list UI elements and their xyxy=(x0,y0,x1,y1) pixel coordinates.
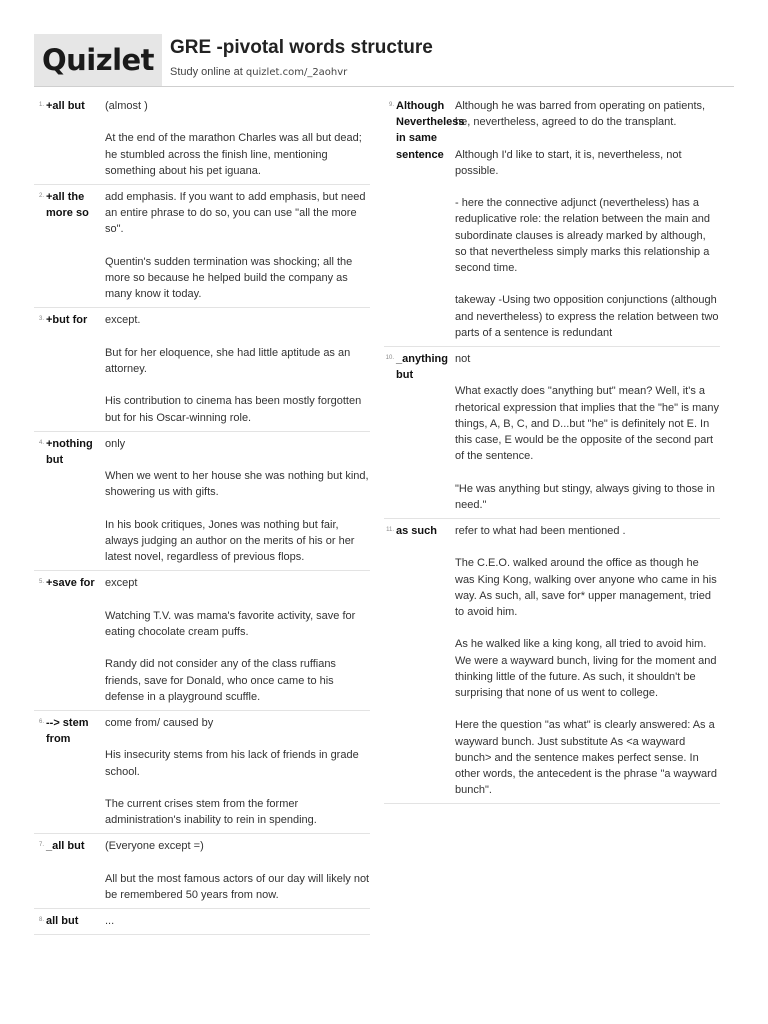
definition-paragraph: Quentin's sudden termination was shocking; all the more so because he helped build the company as many know it today. xyxy=(105,255,353,301)
term-word: +all the more so xyxy=(46,191,89,220)
term-number: 2. xyxy=(38,193,44,199)
definition-paragraph: only xyxy=(105,437,126,450)
term-entry xyxy=(34,308,370,431)
term-number: 11. xyxy=(386,527,394,533)
definition-paragraph: Although I'd like to start, it is, nevertheless, not possible. xyxy=(455,148,682,177)
term-definition xyxy=(105,189,370,302)
term-number: 9. xyxy=(388,102,394,108)
term-number: 1. xyxy=(38,102,44,108)
term-entry xyxy=(34,834,370,909)
term-entry xyxy=(34,711,370,834)
study-online-line xyxy=(170,66,347,78)
term-number: 3. xyxy=(38,316,44,323)
quizlet-logo xyxy=(34,34,162,86)
term-definition xyxy=(105,312,370,425)
term-entry xyxy=(34,571,370,711)
definition-paragraph: When we went to her house she was nothing but kind, showering us with gifts. xyxy=(105,470,369,499)
term-word: +all but xyxy=(46,100,85,112)
definition-paragraph: except. xyxy=(105,314,141,327)
term-definition xyxy=(455,98,720,341)
term-definition xyxy=(105,838,370,903)
term-entry xyxy=(34,432,370,572)
term-definition xyxy=(105,436,370,566)
definition-paragraph: ... xyxy=(105,915,115,928)
term-definition xyxy=(105,98,370,179)
definition-paragraph: At the end of the marathon Charles was all but dead; he stumbled across the finish line, mentioning something about his pet iguana. xyxy=(105,132,362,177)
term-word: all but xyxy=(46,915,79,928)
term-entry xyxy=(34,94,370,185)
term-word: _anything but xyxy=(396,353,448,382)
term-number: 8. xyxy=(38,917,44,924)
term-word: Although Nevertheless in same sentence xyxy=(396,100,465,161)
term-entry xyxy=(34,185,370,308)
term-word: as such xyxy=(396,525,437,537)
term-definition xyxy=(105,715,370,828)
definition-paragraph: Although he was barred from operating on patients, he, nevertheless, agreed to do the transplant. xyxy=(455,100,706,129)
definition-paragraph: (almost ) xyxy=(105,100,148,112)
term-entry xyxy=(34,909,370,935)
definition-paragraph: except xyxy=(105,577,138,590)
term-word: +but for xyxy=(46,314,88,327)
term-definition xyxy=(455,351,720,513)
right-column xyxy=(384,94,720,804)
term-number: 4. xyxy=(38,439,44,446)
definition-paragraph: refer to what had been mentioned . xyxy=(455,525,626,537)
study-prefix: Study online at xyxy=(170,66,246,78)
left-column xyxy=(34,94,370,935)
definition-paragraph: The C.E.O. walked around the office as though he was King Kong, walking over anyone who came in his way. As such, all, save for* upper management, tried to avoid him. xyxy=(455,557,717,618)
term-entry xyxy=(384,347,720,519)
term-entry xyxy=(384,94,720,347)
definition-paragraph: His contribution to cinema has been mostly forgotten but for his Oscar-winning role. xyxy=(105,395,362,424)
logo-text: Quizlet xyxy=(41,43,155,77)
page-title: GRE -pivotal words structure xyxy=(170,37,433,58)
definition-paragraph: come from/ caused by xyxy=(105,716,214,729)
term-word: +save for xyxy=(46,577,95,590)
definition-paragraph: Watching T.V. was mama's favorite activity, save for eating chocolate cream puffs. xyxy=(105,609,356,638)
definition-paragraph: (Everyone except =) xyxy=(105,840,204,853)
term-number: 6. xyxy=(38,718,44,725)
study-url-link[interactable]: quizlet.com/_2aohvr xyxy=(245,67,348,78)
term-number: 7. xyxy=(38,842,44,849)
definition-paragraph: His insecurity stems from his lack of friends in grade school. xyxy=(105,749,359,778)
definition-paragraph: Randy did not consider any of the class ruffians friends, save for Donald, who once came to his defense in a playground scuffle. xyxy=(105,658,336,703)
term-number: 5. xyxy=(38,579,44,586)
definition-paragraph: But for her eloquence, she had little aptitude as an attorney. xyxy=(105,346,351,375)
term-number: 10. xyxy=(385,355,394,361)
term-word: +nothing but xyxy=(46,437,93,466)
definition-paragraph: - here the connective adjunct (nevertheless) has a reduplicative role: the relation between the main and subordinate clauses is already marked by although, so that nevertheless simply marks this relationship a second time. xyxy=(455,197,710,274)
page-header xyxy=(34,34,734,86)
definition-paragraph: not xyxy=(455,353,471,365)
definition-paragraph: What exactly does "anything but" mean? Well, it's a rhetorical expression that implies that the "he" is many things, A, B, C, and D...but "he" is definitely not E. In this case, E would be the opposite of the second part of the sentence. xyxy=(455,385,719,463)
header-divider xyxy=(34,86,734,87)
definition-paragraph: All but the most famous actors of our day will likely not be remembered 50 years from now. xyxy=(105,872,370,901)
definition-paragraph: Here the question "as what" is clearly answered: As a wayward bunch. Just substitute As <a wayward bunch> and the sentence makes perfect sense. In other words, the antecedent is the phrase "a wayward bunch". xyxy=(455,719,717,797)
term-word: --> stem from xyxy=(46,716,89,746)
term-word: _all but xyxy=(46,840,85,853)
term-definition xyxy=(105,913,370,929)
definition-paragraph: "He was anything but stingy, always giving to those in need." xyxy=(455,482,715,511)
definition-paragraph: takeway -Using two opposition conjunctions (although and nevertheless) to express the relation between two parts of a sentence is redundant xyxy=(455,294,719,339)
term-entry xyxy=(384,519,720,804)
definition-paragraph: In his book critiques, Jones was nothing but fair, always judging an author on the merits of his or her latest novel, regardless of previous flops. xyxy=(105,518,355,564)
term-definition xyxy=(455,523,720,798)
definition-paragraph: As he walked like a king kong, all tried to avoid him. We were a wayward bunch, living for the moment and thinking little of the future. As such, it shouldn't be surprising that none of us went to college. xyxy=(455,638,717,699)
definition-paragraph: The current crises stem from the former administration's inability to rein in spending. xyxy=(105,797,317,827)
definition-paragraph: add emphasis. If you want to add emphasis, but need an entire phrase to do so, you can use "all the more so". xyxy=(105,191,366,236)
term-definition xyxy=(105,575,370,705)
